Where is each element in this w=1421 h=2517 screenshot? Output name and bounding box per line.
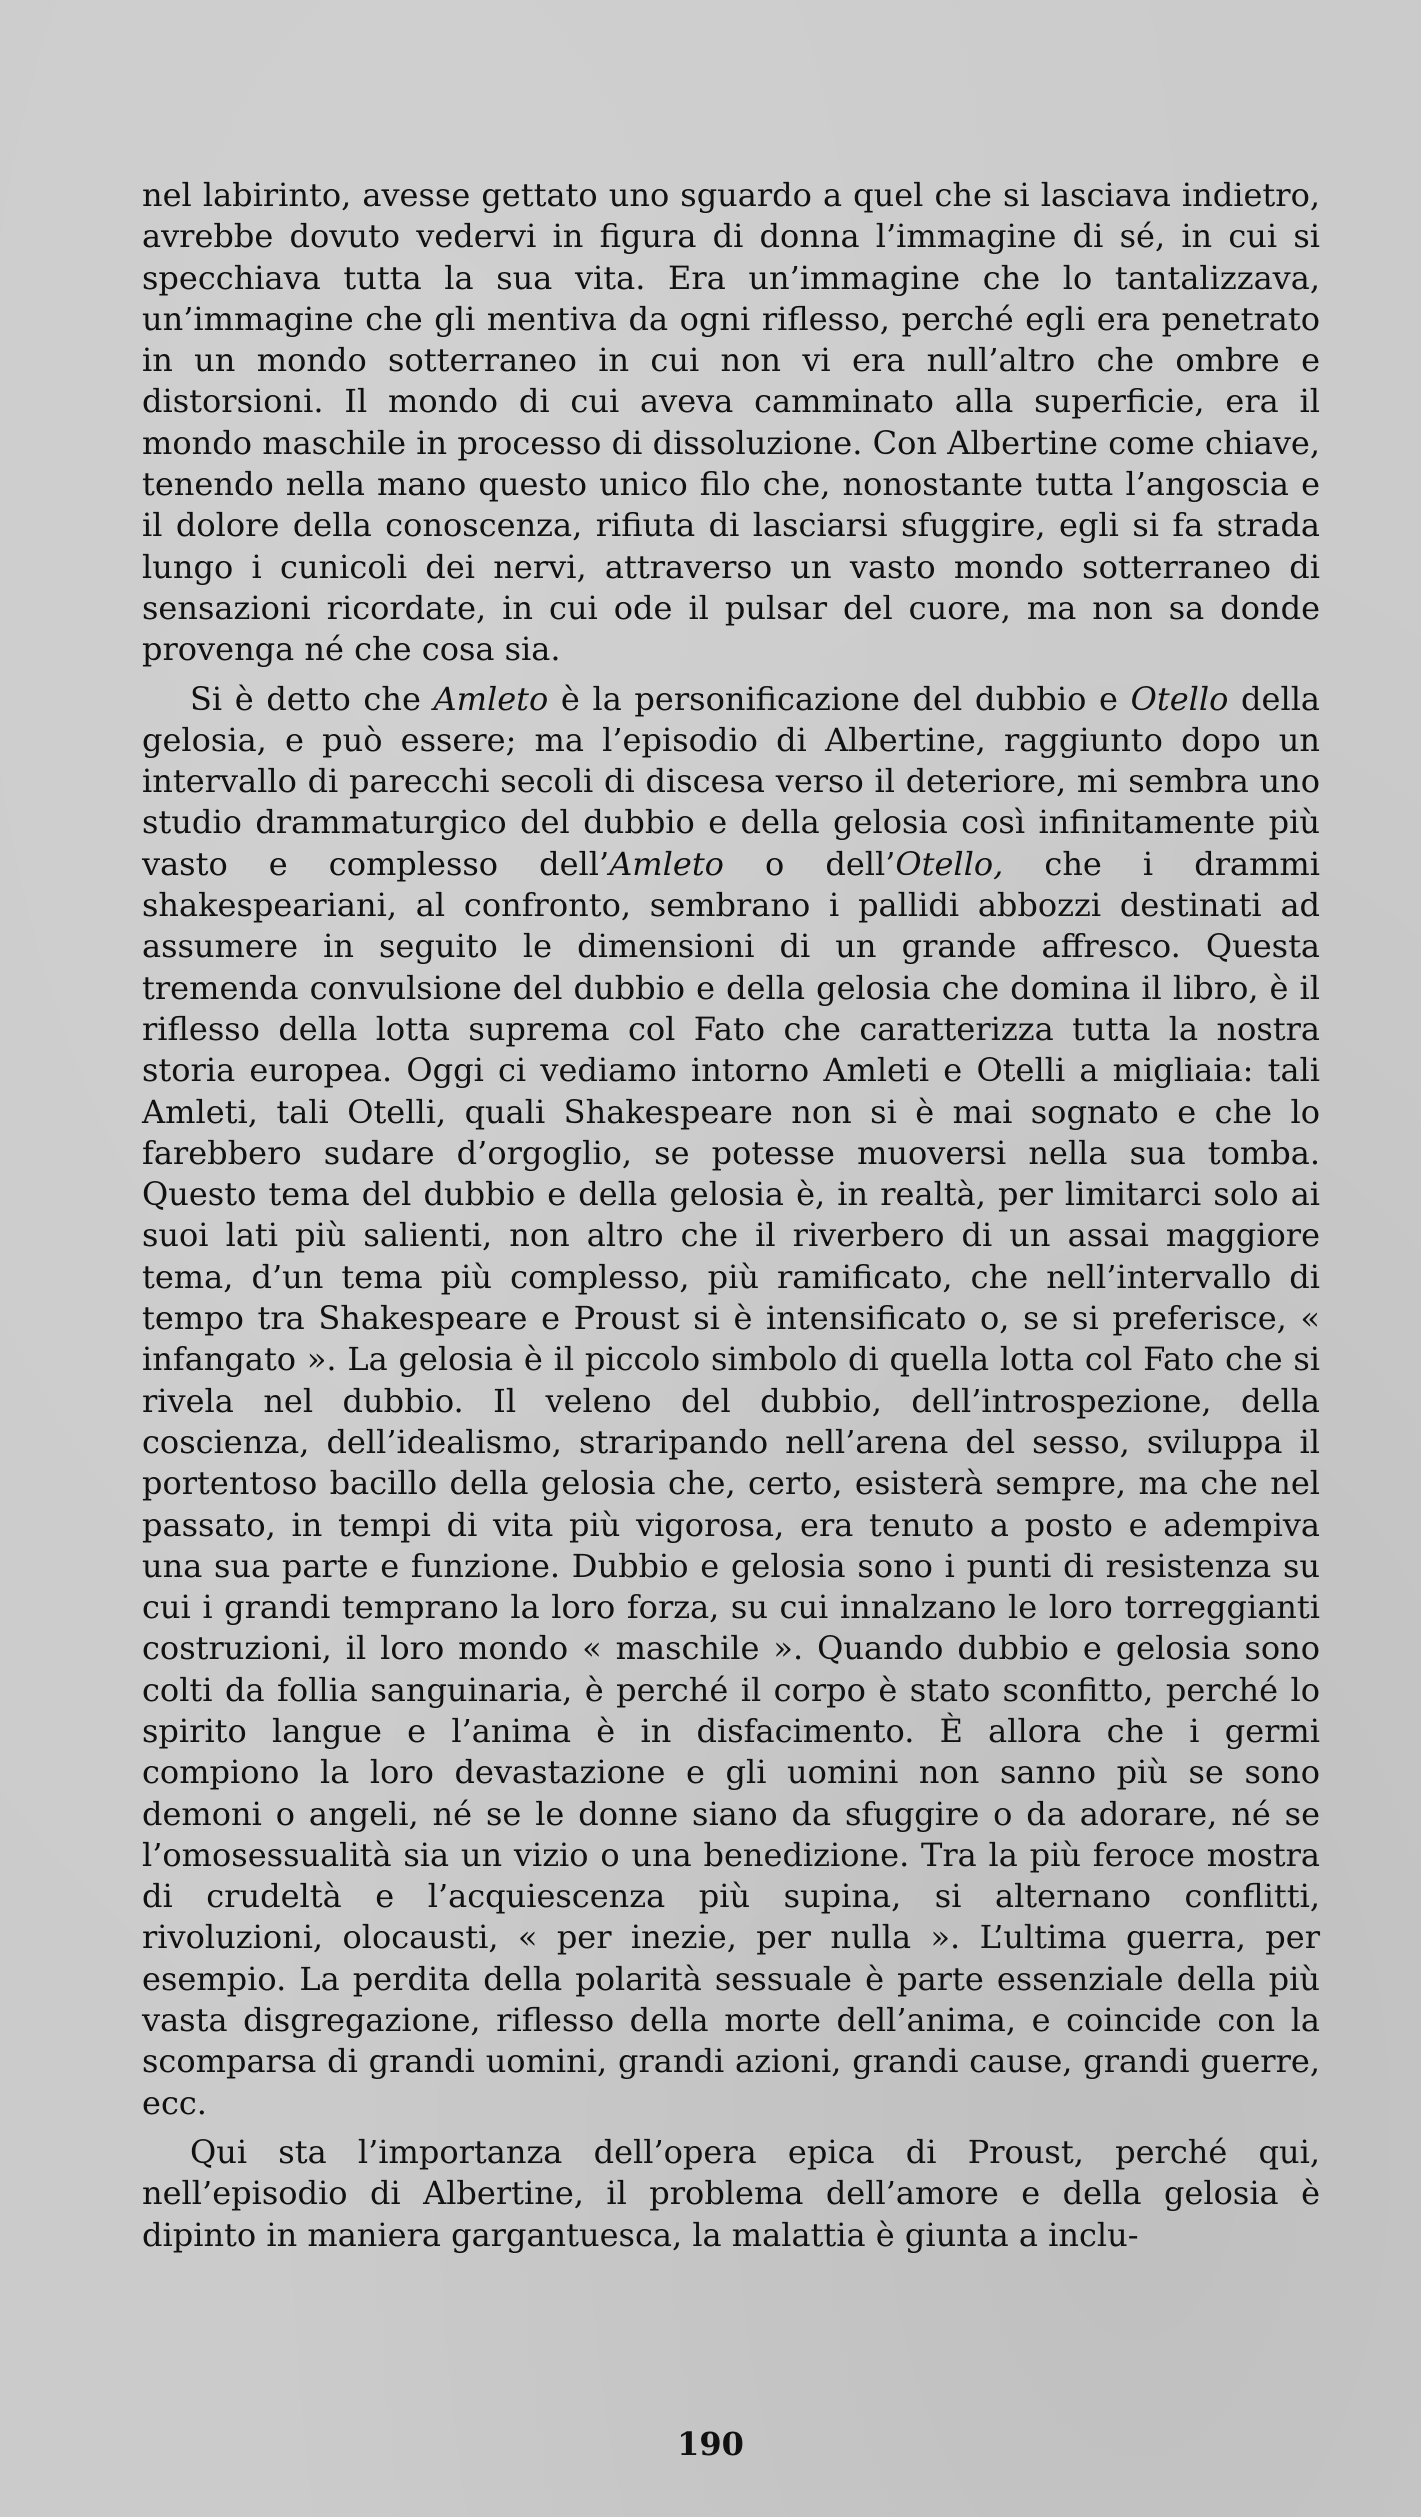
body-text bbox=[142, 175, 1320, 2256]
paragraph-2-text: o dell’ bbox=[723, 844, 896, 883]
paragraph-2-text: Si è detto che bbox=[190, 679, 434, 718]
paragraph-1 bbox=[142, 175, 1320, 671]
paragraph-2 bbox=[142, 679, 1320, 2124]
paragraph-2-title-amleto: Amleto bbox=[609, 844, 724, 883]
paragraph-1-text: nel labirinto, avesse gettato uno sguardo a quel che si lasciava indietro, avrebbe dovuto vedervi in figura di donna l’immagine di sé, in cui si specchiava tutta la sua vita. Era un’immagine che lo tantalizzava, un’immagine che gli mentiva da ogni riflesso, perché egli era penetrato in un mondo sotterraneo in cui non vi era null’altro che ombre e distorsioni. Il mondo di cui aveva camminato alla superficie, era il mondo maschile in processo di dissoluzione. Con Albertine come chiave, tenendo nella mano questo unico filo che, nonostante tutta l’angoscia e il dolore della conoscenza, rifiuta di lasciarsi sfuggire, egli si fa strada lungo i cunicoli dei nervi, attraverso un vasto mondo sotterraneo di sensazioni ricordate, in cui ode il pulsar del cuore, ma non sa donde provenga né che cosa sia. bbox=[142, 176, 1320, 669]
paragraph-3-text: Qui sta l’importanza dell’opera epica di Proust, perché qui, nell’episodio di Albertine, il problema dell’amore e della gelosia è dipinto in maniera gargantuesca, la malattia è giunta a inclu- bbox=[142, 2132, 1320, 2254]
paragraph-2-text: è la personificazione del dubbio e bbox=[548, 679, 1131, 718]
paragraph-2-title-otello: Otello bbox=[1130, 679, 1229, 718]
paragraph-2-text: che i drammi shakespeariani, al confronto, sembrano i pallidi abbozzi destinati ad assumere in seguito le dimensioni di un grande affresco. Questa tremenda convulsione del dubbio e della gelosia che domina il libro, è il riflesso della lotta suprema col Fato che caratterizza tutta la nostra storia europea. Oggi ci vediamo intorno Amleti e Otelli a migliaia: tali Amleti, tali Otelli, quali Shakespeare non si è mai sognato e che lo farebbero sudare d’orgoglio, se potesse muoversi nella sua tomba. Questo tema del dubbio e della gelosia è, in realtà, per limitarci solo ai suoi lati più salienti, non altro che il riverbero di un assai maggiore tema, d’un tema più complesso, più ramificato, che nell’intervallo di tempo tra Shakespeare e Proust si è intensificato o, se si preferisce, « infangato ». La gelosia è il piccolo simbolo di quella lotta col Fato che si rivela nel dubbio. Il veleno del dubbio, dell’introspezione, della coscienza, dell’idealismo, straripando nell’arena del sesso, sviluppa il portentoso bacillo della gelosia che, certo, esisterà sempre, ma che nel passato, in tempi di vita più vigorosa, era tenuto a posto e adempiva una sua parte e funzione. Dubbio e gelosia sono i punti di resistenza su cui i grandi temprano la loro forza, su cui innalzano le loro torreggianti costruzioni, il loro mondo « maschile ». Quando dubbio e gelosia sono colti da follia sanguinaria, è perché il corpo è stato sconfitto, perché lo spirito langue e l’anima è in disfacimento. È allora che i germi compiono la loro devastazione e gli uomini non sanno più se sono demoni o angeli, né se le donne siano da sfuggire o da adorare, né se l’omosessualità sia un vizio o una benedizione. Tra la più feroce mostra di crudeltà e l’acquiescenza più supina, si alternano conflitti, rivoluzioni, olocausti, « per inezie, per nulla ». L’ultima guerra, per esempio. La perdita della polarità sessuale è parte essenziale della più vasta disgregazione, riflesso della morte dell’anima, e coincide con la scomparsa di grandi uomini, grandi azioni, grandi cause, grandi guerre, ecc. bbox=[142, 844, 1320, 2122]
paragraph-2-title-otello: Otello, bbox=[895, 844, 1004, 883]
page-number: 190 bbox=[677, 2425, 744, 2463]
paragraph-2-text: della gelosia, e può essere; ma l’episodio di Albertine, raggiunto dopo un intervallo di parecchi secoli di discesa verso il deteriore, mi sembra uno studio drammaturgico del dubbio e della gelosia così infinitamente più vasto e complesso dell’ bbox=[142, 679, 1321, 883]
paragraph-3 bbox=[142, 2132, 1320, 2256]
paragraph-2-title-amleto: Amleto bbox=[433, 679, 549, 718]
